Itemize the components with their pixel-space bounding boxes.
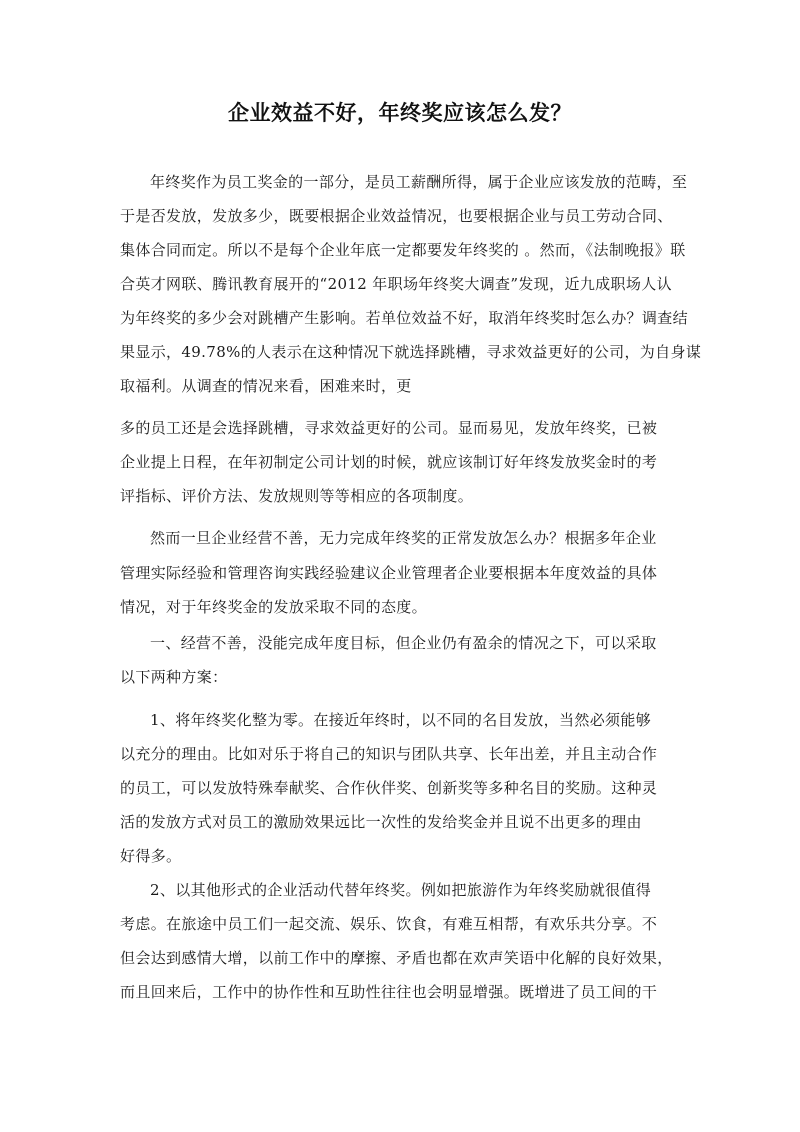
paragraph-line: 以充分的理由。比如对乐于将自己的知识与团队共享、长年出差，并且主动合作 [120,745,658,763]
paragraph-line: 以下两种方案： [120,668,228,686]
paragraph-line: 考虑。在旅途中员工们一起交流、娱乐、饮食，有难互相帮，有欢乐共分享。不 [120,915,658,933]
paragraph-line: 取福利。从调查的情况来看，困难来时，更 [120,377,412,395]
paragraph-line: 2、以其他形式的企业活动代替年终奖。例如把旅游作为年终奖励就很值得 [150,881,652,899]
paragraph-line: 评指标、评价方法、发放规则等等相应的各项制度。 [120,487,474,505]
paragraph-line: 情况，对于年终奖金的发放采取不同的态度。 [120,598,428,616]
document-title: 企业效益不好，年终奖应该怎么发？ [228,100,572,125]
paragraph-line: 企业提上日程，在年初制定公司计划的时候，就应该制订好年终发放奖金时的考 [120,453,658,471]
paragraph-line: 但会达到感情大增，以前工作中的摩擦、矛盾也都在欢声笑语中化解的良好效果， [120,949,673,967]
paragraph-line: 好得多。 [120,847,182,865]
paragraph-line: 集体合同而定。所以不是每个企业年底一定都要发年终奖的 。然而，《法制晚报》联 [120,241,686,259]
paragraph-line: 一、经营不善，没能完成年度目标，但企业仍有盈余的情况之下，可以采取 [150,634,657,652]
paragraph-line: 管理实际经验和管理咨询实践经验建议企业管理者企业要根据本年度效益的具体 [120,564,658,582]
paragraph-line: 然而一旦企业经营不善，无力完成年终奖的正常发放怎么办？根据多年企业 [150,529,657,547]
paragraph-line: 果显示，49.78%的人表示在这种情况下就选择跳槽，寻求效益更好的公司，为自身谋 [120,343,702,361]
paragraph-line: 于是否发放，发放多少，既要根据企业效益情况，也要根据企业与员工劳动合同、 [120,207,673,225]
paragraph-line: 多的员工还是会选择跳槽，寻求效益更好的公司。显而易见，发放年终奖，已被 [120,419,658,437]
paragraph-line: 合英才网联、腾讯教育展开的“2012 年职场年终奖大调查”发现，近九成职场人认 [120,275,672,293]
paragraph-line: 活的发放方式对员工的激励效果远比一次性的发给奖金并且说不出更多的理由 [120,813,642,831]
paragraph-line: 1、将年终奖化整为零。在接近年终时，以不同的名目发放，当然必须能够 [150,711,652,729]
paragraph-line: 的员工，可以发放特殊奉献奖、合作伙伴奖、创新奖等多种名目的奖励。这种灵 [120,779,658,797]
paragraph-line: 而且回来后，工作中的协作性和互助性往往也会明显增强。既增进了员工间的干 [120,983,658,1001]
paragraph-line: 为年终奖的多少会对跳槽产生影响。若单位效益不好，取消年终奖时怎么办？调查结 [120,309,688,327]
paragraph-line: 年终奖作为员工奖金的一部分，是员工薪酬所得，属于企业应该发放的范畴，至 [150,173,688,191]
